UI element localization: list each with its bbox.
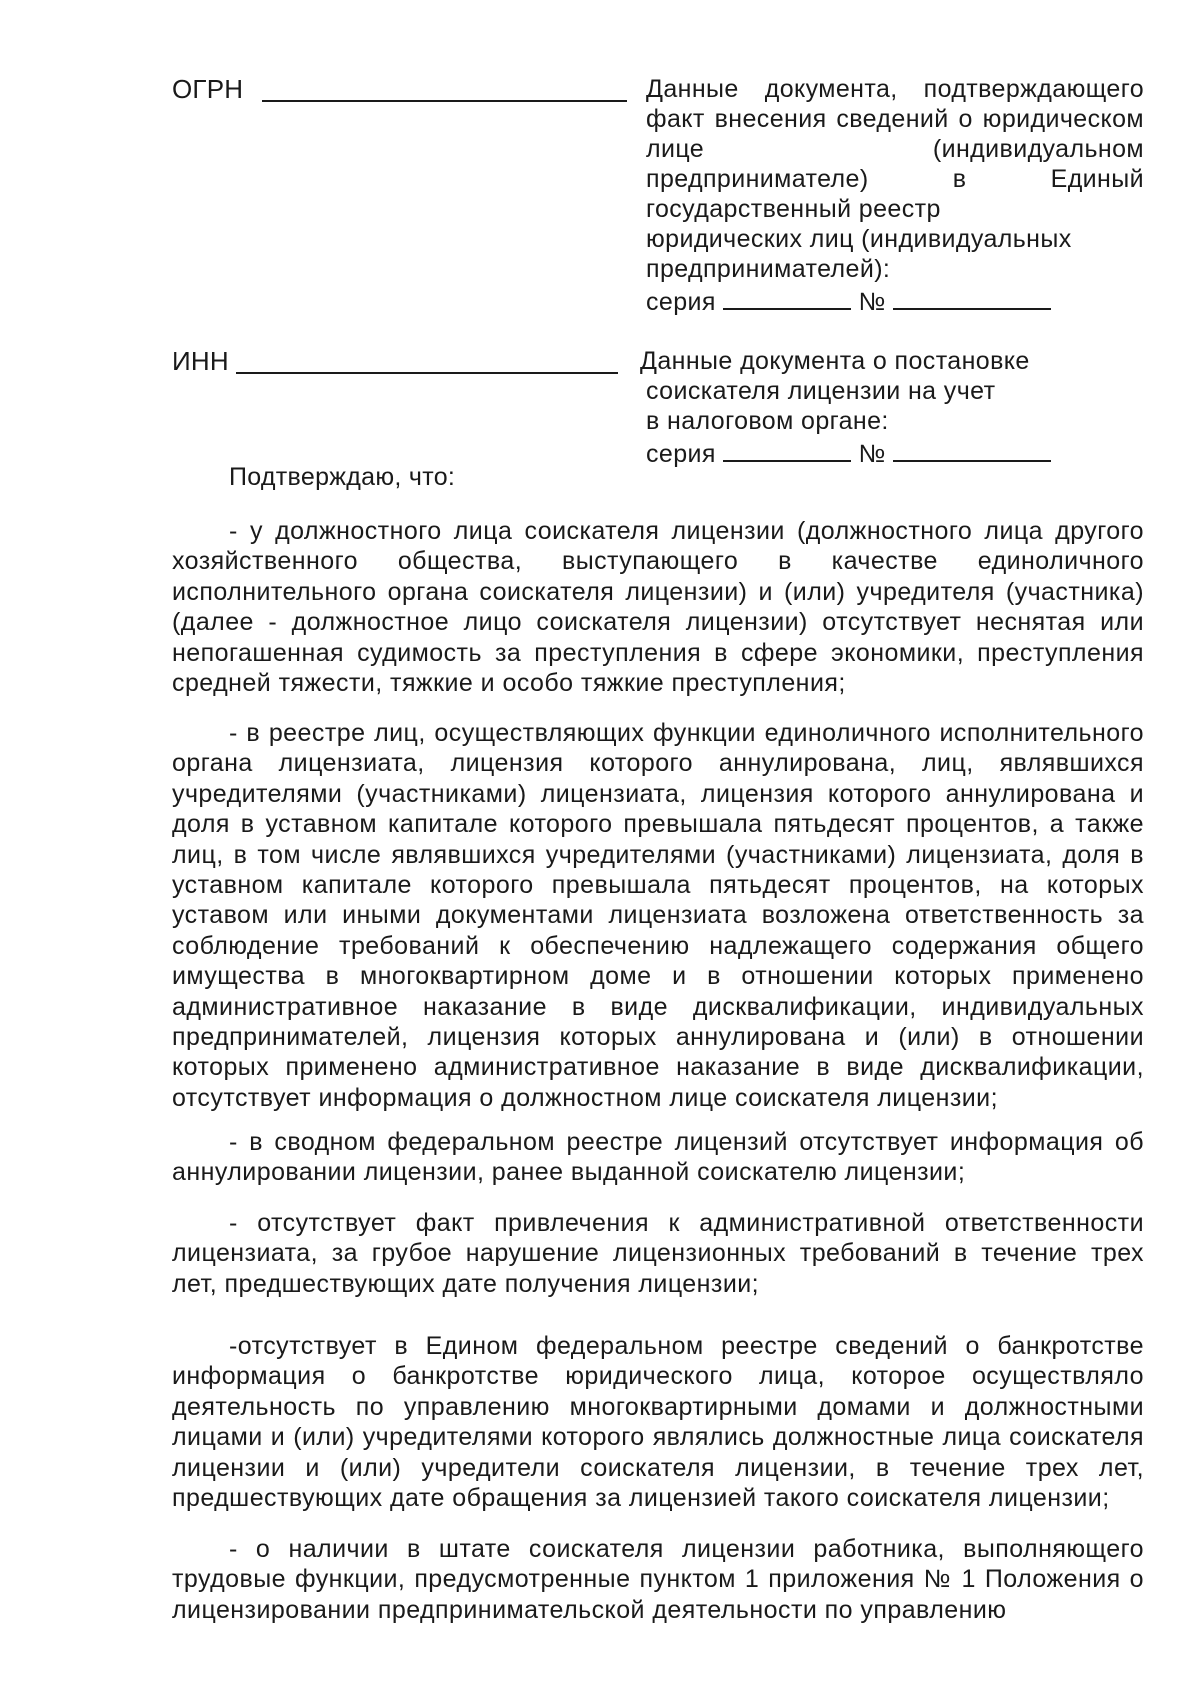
inn-series-field[interactable] <box>723 436 851 462</box>
ogrn-doc-line: предпринимателей): <box>646 255 891 283</box>
ogrn-number-label: № <box>858 288 886 316</box>
ogrn-series-label: серия <box>646 288 716 316</box>
inn-doc-block <box>640 346 1060 466</box>
inn-doc-line: в налоговом органе: <box>646 407 889 435</box>
inn-number-label: № <box>858 440 886 468</box>
ogrn-doc-block <box>646 74 1144 314</box>
ogrn-label: ОГРН <box>172 74 244 104</box>
paragraph: - у должностного лица соискателя лицензии (должностного лица другого хозяйственного общества, выступающего в качестве единоличного исполнительного органа соискателя лицензии) и (или) учредителя (участника) (далее - должностное лицо соискателя лицензии) отсутствует неснятая или непогашенная судимость за преступления в сфере экономики, преступления средней тяжести, тяжкие и особо тяжкие преступления; <box>172 517 1144 698</box>
ogrn-doc-line: Данные документа, подтверждающего <box>646 75 1144 103</box>
paragraph: - о наличии в штате соискателя лицензии работника, выполняющего трудовые функции, предусмотренные пунктом 1 приложения № 1 Положения о лицензировании предпринимательской деятельности по управлению <box>172 1535 1144 1624</box>
inn-doc-line: соискателя лицензии на учет <box>646 377 996 405</box>
paragraph: - в реестре лиц, осуществляющих функции единоличного исполнительного органа лицензиата, лицензия которого аннулирована, лиц, являвшихся учредителями (участниками) лицензиата, лицензия которого аннулирована и доля в уставном капитале которого превышала пятьдесят процентов, а также лиц, в том числе являвшихся учредителями (участниками) лицензиата, доля в уставном капитале которого превышала пятьдесят процентов, на которых уставом или иными документами лицензиата возложена ответственность за соблюдение требований к обеспечению надлежащего содержания общего имущества в многоквартирном доме и в отношении которых применено административное наказание в виде дисквалификации, индивидуальных предпринимателей, лицензия которых аннулирована и (или) в отношении которых применено административное наказание в виде дисквалификации, отсутствует информация о должностном лице соискателя лицензии; <box>172 719 1144 1112</box>
inn-label: ИНН <box>172 346 229 376</box>
paragraph: -отсутствует в Едином федеральном реестре сведений о банкротстве информация о банкротстве юридического лица, которое осуществляло деятельность по управлению многоквартирными домами и должностными лицами и (или) учредителями которого являлись должностные лица соискателя лицензии и (или) учредители соискателя лицензии, в течение трех лет, предшествующих дате обращения за лицензией такого соискателя лицензии; <box>172 1332 1144 1513</box>
ogrn-doc-line: предпринимателе) в Единый <box>646 165 1144 193</box>
ogrn-doc-line: факт внесения сведений о юридическом <box>646 105 1144 133</box>
ogrn-series-field[interactable] <box>723 284 851 310</box>
paragraph: - отсутствует факт привлечения к административной ответственности лицензиата, за грубое нарушение лицензионных требований в течение трех лет, предшествующих дате получения лицензии; <box>172 1209 1144 1298</box>
ogrn-doc-line: лице (индивидуальном <box>646 135 1144 163</box>
paragraph: - в сводном федеральном реестре лицензий отсутствует информация об аннулировании лицензии, ранее выданной соискателю лицензии; <box>172 1128 1144 1187</box>
ogrn-number-field[interactable] <box>893 284 1051 310</box>
ogrn-series-row <box>646 284 1144 314</box>
inn-series-label: серия <box>646 440 716 468</box>
ogrn-doc-line: государственный реестр <box>646 195 941 223</box>
inn-doc-line: Данные документа о постановке <box>640 347 1030 375</box>
confirm-heading: Подтверждаю, что: <box>229 463 456 491</box>
inn-number-field[interactable] <box>893 436 1051 462</box>
ogrn-doc-line: юридических лиц (индивидуальных <box>646 225 1072 253</box>
ogrn-field[interactable] <box>262 100 627 102</box>
inn-series-row <box>640 436 1060 466</box>
inn-field[interactable] <box>236 372 618 374</box>
